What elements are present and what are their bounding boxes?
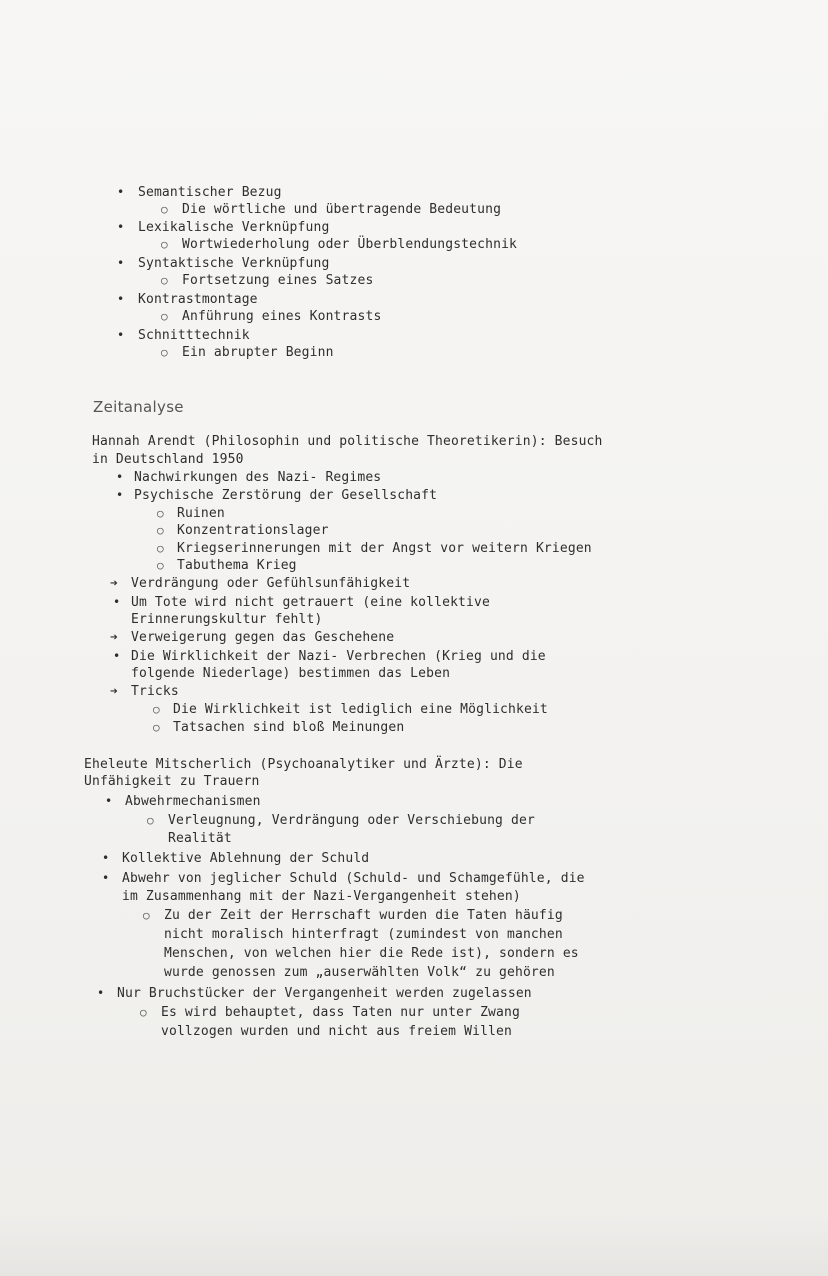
sub-list-item: Kriegserinnerungen mit der Angst vor weitern Kriegen: [177, 541, 592, 556]
list-item: Nur Bruchstücker der Vergangenheit werden zugelassen: [117, 986, 532, 1001]
arrow-icon: ➔: [110, 576, 118, 591]
arrow-item: Tricks: [131, 684, 179, 699]
sub-list-item-continuation: Menschen, von welchen hier die Rede ist), sondern es: [164, 946, 579, 961]
sub-list-item: Tatsachen sind bloß Meinungen: [173, 720, 405, 735]
arrow-icon: ➔: [110, 684, 118, 699]
sub-bullet-circle: ○: [157, 507, 164, 520]
bullet-dot: •: [102, 871, 110, 885]
list-item: Kontrastmontage: [138, 292, 258, 307]
list-item: Abwehrmechanismen: [125, 794, 261, 809]
sub-list-item-continuation: wurde genossen zum „auserwählten Volk“ zu gehören: [164, 965, 555, 980]
sub-bullet-circle: ○: [161, 238, 168, 251]
paragraph-line: Hannah Arendt (Philosophin und politische Theoretikerin): Besuch: [92, 434, 603, 449]
list-item: Um Tote wird nicht getrauert (eine kollektive: [131, 595, 490, 610]
list-item: Nachwirkungen des Nazi- Regimes: [134, 470, 382, 485]
sub-list-item: Anführung eines Kontrasts: [182, 309, 382, 324]
bullet-dot: •: [97, 986, 105, 1000]
sub-list-item: Fortsetzung eines Satzes: [182, 273, 374, 288]
list-item: Die Wirklichkeit der Nazi- Verbrechen (Krieg und die: [131, 649, 546, 664]
page-shadow: [0, 1216, 828, 1276]
list-item: Schnitttechnik: [138, 328, 250, 343]
paragraph-line: in Deutschland 1950: [92, 452, 244, 467]
bullet-dot: •: [116, 488, 124, 502]
list-item: Lexikalische Verknüpfung: [138, 220, 330, 235]
arrow-item: Verdrängung oder Gefühlsunfähigkeit: [131, 576, 411, 591]
sub-bullet-circle: ○: [157, 524, 164, 537]
sub-bullet-circle: ○: [161, 203, 168, 216]
sub-bullet-circle: ○: [161, 346, 168, 359]
list-item-continuation: folgende Niederlage) bestimmen das Leben: [131, 666, 451, 681]
arrow-item: Verweigerung gegen das Geschehene: [131, 630, 395, 645]
sub-list-item: Zu der Zeit der Herrschaft wurden die Taten häufig: [164, 908, 563, 923]
list-item: Semantischer Bezug: [138, 185, 282, 200]
bullet-dot: •: [117, 292, 125, 306]
sub-bullet-circle: ○: [153, 703, 160, 716]
list-item-continuation: im Zusammenhang mit der Nazi-Vergangenheit stehen): [122, 889, 521, 904]
sub-list-item: Die Wirklichkeit ist lediglich eine Möglichkeit: [173, 702, 548, 717]
sub-bullet-circle: ○: [161, 274, 168, 287]
sub-list-item-continuation: vollzogen wurden und nicht aus freiem Willen: [161, 1024, 512, 1039]
bullet-dot: •: [102, 851, 110, 865]
list-item: Psychische Zerstörung der Gesellschaft: [134, 488, 438, 503]
sub-bullet-circle: ○: [161, 310, 168, 323]
list-item: Abwehr von jeglicher Schuld (Schuld- und Schamgefühle, die: [122, 871, 585, 886]
list-item-continuation: Erinnerungskultur fehlt): [131, 612, 323, 627]
bullet-dot: •: [117, 220, 125, 234]
bullet-dot: •: [117, 328, 125, 342]
sub-list-item-continuation: nicht moralisch hinterfragt (zumindest von manchen: [164, 927, 563, 942]
sub-bullet-circle: ○: [147, 814, 154, 827]
bullet-dot: •: [113, 595, 121, 609]
sub-bullet-circle: ○: [157, 542, 164, 555]
sub-list-item: Es wird behauptet, dass Taten nur unter Zwang: [161, 1005, 520, 1020]
list-item: Kollektive Ablehnung der Schuld: [122, 851, 370, 866]
bullet-dot: •: [117, 256, 125, 270]
sub-list-item: Ein abrupter Beginn: [182, 345, 334, 360]
section-heading: Zeitanalyse: [93, 398, 184, 416]
arrow-icon: ➔: [110, 630, 118, 645]
sub-bullet-circle: ○: [153, 721, 160, 734]
bullet-dot: •: [117, 185, 125, 199]
sub-list-item: Die wörtliche und übertragende Bedeutung: [182, 202, 502, 217]
sub-list-item: Wortwiederholung oder Überblendungstechnik: [182, 237, 518, 252]
bullet-dot: •: [113, 649, 121, 663]
sub-bullet-circle: ○: [140, 1006, 147, 1019]
bullet-dot: •: [116, 470, 124, 484]
paragraph-line: Unfähigkeit zu Trauern: [84, 774, 260, 789]
bullet-dot: •: [105, 794, 113, 808]
sub-list-item: Ruinen: [177, 506, 225, 521]
paragraph-line: Eheleute Mitscherlich (Psychoanalytiker und Ärzte): Die: [84, 757, 523, 772]
sub-list-item: Konzentrationslager: [177, 523, 329, 538]
sub-list-item: Verleugnung, Verdrängung oder Verschiebung der: [168, 813, 535, 828]
sub-list-item-continuation: Realität: [168, 831, 232, 846]
sub-bullet-circle: ○: [143, 909, 150, 922]
sub-list-item: Tabuthema Krieg: [177, 558, 297, 573]
sub-bullet-circle: ○: [157, 559, 164, 572]
list-item: Syntaktische Verknüpfung: [138, 256, 330, 271]
